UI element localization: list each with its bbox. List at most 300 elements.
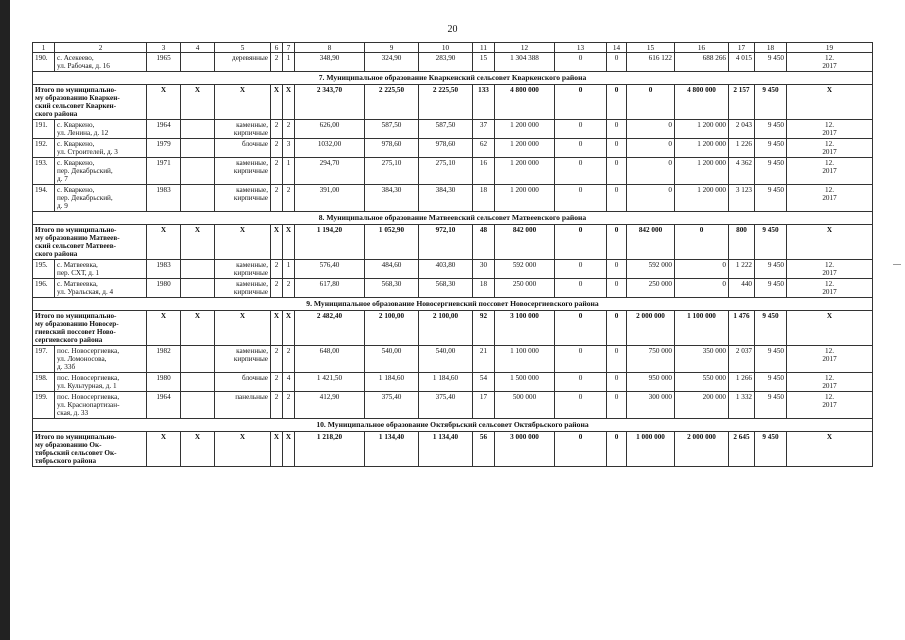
- table-cell: 0: [555, 392, 607, 419]
- table-cell: 0: [555, 120, 607, 139]
- page-number: 20: [447, 24, 458, 35]
- column-number: 3: [147, 43, 181, 53]
- table-cell: [181, 346, 215, 373]
- table-cell: 688 266: [675, 53, 729, 72]
- table-cell: 1982: [147, 346, 181, 373]
- table-cell: 592 000: [627, 260, 675, 279]
- subtotal-cell: 2 482,40: [295, 311, 365, 346]
- subtotal-cell: 0: [555, 432, 607, 467]
- table-cell: 0: [607, 185, 627, 212]
- table-cell: 0: [607, 346, 627, 373]
- subtotal-row: [33, 432, 873, 467]
- table-cell: 978,60: [419, 139, 473, 158]
- table-cell: 2: [271, 185, 283, 212]
- column-number: 7: [283, 43, 295, 53]
- table-cell: 190.: [33, 53, 55, 72]
- table-cell: 9 450: [755, 139, 787, 158]
- subtotal-cell: 972,10: [419, 225, 473, 260]
- subtotal-cell: X: [283, 225, 295, 260]
- table-cell: [181, 392, 215, 419]
- subtotal-cell: X: [147, 225, 181, 260]
- table-row: [33, 373, 873, 392]
- address-cell: пос. Новосергиевка, ул. Краснопартизан- ская, д. 33: [55, 392, 147, 419]
- table-cell: 198.: [33, 373, 55, 392]
- table-cell: 1 332: [729, 392, 755, 419]
- subtotal-cell: X: [271, 432, 283, 467]
- table-cell: 1 200 000: [495, 120, 555, 139]
- table-cell: каменные, кирпичные: [215, 346, 271, 373]
- section-header-row: [33, 72, 873, 85]
- table-row: [33, 185, 873, 212]
- table-cell: 1964: [147, 120, 181, 139]
- table-cell: каменные, кирпичные: [215, 120, 271, 139]
- table-cell: 1 226: [729, 139, 755, 158]
- table-cell: 0: [555, 53, 607, 72]
- table-cell: 196.: [33, 279, 55, 298]
- table-cell: каменные, кирпичные: [215, 158, 271, 185]
- table-cell: 950 000: [627, 373, 675, 392]
- table-cell: 0: [555, 139, 607, 158]
- table-cell: деревянные: [215, 53, 271, 72]
- table-cell: 1 200 000: [495, 185, 555, 212]
- table-cell: [181, 373, 215, 392]
- table-cell: 978,60: [365, 139, 419, 158]
- subtotal-cell: 2 000 000: [627, 311, 675, 346]
- table-cell: 2: [271, 346, 283, 373]
- table-cell: блочные: [215, 373, 271, 392]
- address-cell: с. Кваркено, ул. Ленина, д. 12: [55, 120, 147, 139]
- table-cell: 1032,00: [295, 139, 365, 158]
- table-cell: 2: [271, 139, 283, 158]
- table-cell: 12. 2017: [787, 158, 873, 185]
- table-cell: 1983: [147, 185, 181, 212]
- table-cell: 62: [473, 139, 495, 158]
- table-cell: 199.: [33, 392, 55, 419]
- table-cell: 1: [283, 158, 295, 185]
- subtotal-cell: 133: [473, 85, 495, 120]
- table-cell: 2: [271, 260, 283, 279]
- table-cell: 21: [473, 346, 495, 373]
- table-cell: 2: [283, 392, 295, 419]
- column-number: 6: [271, 43, 283, 53]
- table-cell: 12. 2017: [787, 279, 873, 298]
- table-cell: панельные: [215, 392, 271, 419]
- table-cell: 12. 2017: [787, 139, 873, 158]
- table-cell: 250 000: [627, 279, 675, 298]
- table-cell: 9 450: [755, 53, 787, 72]
- table-cell: 16: [473, 158, 495, 185]
- table-cell: 391,00: [295, 185, 365, 212]
- table-cell: 0: [607, 392, 627, 419]
- table-cell: 0: [555, 158, 607, 185]
- subtotal-cell: 9 450: [755, 432, 787, 467]
- table-cell: 300 000: [627, 392, 675, 419]
- table-cell: 568,30: [365, 279, 419, 298]
- table-cell: 2: [283, 279, 295, 298]
- table-row: [33, 139, 873, 158]
- section-title: 8. Муниципальное образование Матвеевский сельсовет Матвеевского района: [33, 212, 873, 225]
- table-cell: 1 500 000: [495, 373, 555, 392]
- table-cell: 12. 2017: [787, 260, 873, 279]
- table-cell: 0: [607, 139, 627, 158]
- table-cell: 12. 2017: [787, 373, 873, 392]
- table-cell: 540,00: [419, 346, 473, 373]
- subtotal-cell: 3 100 000: [495, 311, 555, 346]
- subtotal-cell: 48: [473, 225, 495, 260]
- subtotal-cell: X: [271, 85, 283, 120]
- subtotal-row: [33, 311, 873, 346]
- table-cell: 2: [271, 392, 283, 419]
- table-cell: каменные, кирпичные: [215, 185, 271, 212]
- subtotal-cell: 0: [555, 85, 607, 120]
- table-cell: 375,40: [419, 392, 473, 419]
- subtotal-cell: 1 476: [729, 311, 755, 346]
- table-cell: 283,90: [419, 53, 473, 72]
- subtotal-cell: 9 450: [755, 85, 787, 120]
- table-row: [33, 120, 873, 139]
- column-number: 16: [675, 43, 729, 53]
- subtotal-cell: 4 800 000: [675, 85, 729, 120]
- table-cell: 1980: [147, 373, 181, 392]
- subtotal-label: Итого по муниципально- му образованию Новосер- гиевский поссовет Ново- сергиевского района: [33, 311, 147, 346]
- subtotal-cell: 9 450: [755, 311, 787, 346]
- subtotal-cell: X: [215, 311, 271, 346]
- table-cell: 1 266: [729, 373, 755, 392]
- table-row: [33, 346, 873, 373]
- subtotal-cell: 1 100 000: [675, 311, 729, 346]
- table-row: [33, 260, 873, 279]
- subtotal-cell: 1 052,90: [365, 225, 419, 260]
- address-cell: пос. Новосергиевка, ул. Культурная, д. 1: [55, 373, 147, 392]
- table-cell: 2: [271, 120, 283, 139]
- table-row: [33, 53, 873, 72]
- table-cell: 1 200 000: [675, 139, 729, 158]
- table-cell: 18: [473, 185, 495, 212]
- table-cell: 2: [271, 279, 283, 298]
- table-cell: 0: [627, 139, 675, 158]
- table-cell: 616 122: [627, 53, 675, 72]
- subtotal-cell: X: [215, 225, 271, 260]
- address-cell: с. Асекеево, ул. Рабочая, д. 16: [55, 53, 147, 72]
- table-cell: 9 450: [755, 279, 787, 298]
- table-cell: 191.: [33, 120, 55, 139]
- subtotal-cell: 2 157: [729, 85, 755, 120]
- column-number-header: [33, 43, 873, 53]
- column-number: 8: [295, 43, 365, 53]
- table-cell: 12. 2017: [787, 346, 873, 373]
- table-cell: каменные, кирпичные: [215, 260, 271, 279]
- table-cell: 4: [283, 373, 295, 392]
- table-cell: 550 000: [675, 373, 729, 392]
- table-cell: [181, 185, 215, 212]
- subtotal-cell: 1 134,40: [419, 432, 473, 467]
- table-cell: 324,90: [365, 53, 419, 72]
- subtotal-row: [33, 85, 873, 120]
- table-cell: 3: [283, 139, 295, 158]
- table-cell: 1 421,50: [295, 373, 365, 392]
- table-cell: 9 450: [755, 260, 787, 279]
- subtotal-cell: 2 100,00: [419, 311, 473, 346]
- table-cell: 200 000: [675, 392, 729, 419]
- table-cell: [181, 120, 215, 139]
- table-cell: 0: [555, 279, 607, 298]
- table-cell: 4 362: [729, 158, 755, 185]
- table-cell: 1 200 000: [675, 158, 729, 185]
- table-cell: 9 450: [755, 346, 787, 373]
- column-number: 4: [181, 43, 215, 53]
- subtotal-cell: 92: [473, 311, 495, 346]
- table-cell: 12. 2017: [787, 120, 873, 139]
- subtotal-cell: 4 800 000: [495, 85, 555, 120]
- table-cell: 0: [607, 373, 627, 392]
- table-row: [33, 392, 873, 419]
- table-cell: 0: [675, 260, 729, 279]
- section-header-row: [33, 298, 873, 311]
- column-number: 18: [755, 43, 787, 53]
- table-cell: 1 304 388: [495, 53, 555, 72]
- table-cell: 0: [607, 158, 627, 185]
- section-title: 9. Муниципальное образование Новосергиевский поссовет Новосергиевского района: [33, 298, 873, 311]
- table-cell: 1 200 000: [675, 120, 729, 139]
- table-cell: 0: [555, 185, 607, 212]
- table-cell: 1 100 000: [495, 346, 555, 373]
- address-cell: с. Кваркено, ул. Строителей, д. 3: [55, 139, 147, 158]
- subtotal-cell: 842 000: [627, 225, 675, 260]
- column-number: 19: [787, 43, 873, 53]
- column-number: 5: [215, 43, 271, 53]
- address-cell: с. Матвеевка, ул. Уральская, д. 4: [55, 279, 147, 298]
- column-number: 10: [419, 43, 473, 53]
- table-cell: 1: [283, 260, 295, 279]
- table-row: [33, 158, 873, 185]
- table-cell: 12. 2017: [787, 185, 873, 212]
- table-cell: 0: [607, 279, 627, 298]
- table-cell: 1964: [147, 392, 181, 419]
- subtotal-cell: 56: [473, 432, 495, 467]
- section-title: 7. Муниципальное образование Кваркенский сельсовет Кваркенского района: [33, 72, 873, 85]
- subtotal-cell: 2 343,70: [295, 85, 365, 120]
- subtotal-cell: 0: [607, 432, 627, 467]
- table-cell: 2: [283, 346, 295, 373]
- table-cell: 0: [555, 346, 607, 373]
- subtotal-cell: 9 450: [755, 225, 787, 260]
- housing-register-table: [32, 42, 873, 467]
- table-cell: 587,50: [419, 120, 473, 139]
- subtotal-cell: X: [787, 225, 873, 260]
- subtotal-cell: X: [787, 85, 873, 120]
- table-cell: 12. 2017: [787, 53, 873, 72]
- table-cell: 192.: [33, 139, 55, 158]
- table-cell: 568,30: [419, 279, 473, 298]
- subtotal-cell: 1 134,40: [365, 432, 419, 467]
- subtotal-cell: 842 000: [495, 225, 555, 260]
- table-cell: 587,50: [365, 120, 419, 139]
- column-number: 15: [627, 43, 675, 53]
- table-cell: 0: [627, 158, 675, 185]
- column-number: 2: [55, 43, 147, 53]
- table-cell: 275,10: [419, 158, 473, 185]
- subtotal-cell: X: [271, 225, 283, 260]
- subtotal-label: Итого по муниципально- му образованию Ок- тябрьский сельсовет Ок- тябрьского района: [33, 432, 147, 467]
- subtotal-cell: X: [147, 311, 181, 346]
- table-cell: 626,00: [295, 120, 365, 139]
- table-cell: 1980: [147, 279, 181, 298]
- table-cell: 0: [675, 279, 729, 298]
- table-cell: 412,90: [295, 392, 365, 419]
- subtotal-cell: X: [271, 311, 283, 346]
- table-cell: 1 184,60: [365, 373, 419, 392]
- subtotal-cell: 0: [555, 311, 607, 346]
- subtotal-label: Итого по муниципально- му образованию Матвеев- ский сельсовет Матвеев- ского района: [33, 225, 147, 260]
- table-cell: 9 450: [755, 392, 787, 419]
- table-cell: 540,00: [365, 346, 419, 373]
- table-cell: 54: [473, 373, 495, 392]
- table-cell: 2: [283, 120, 295, 139]
- subtotal-cell: 0: [607, 225, 627, 260]
- subtotal-cell: X: [215, 432, 271, 467]
- table-cell: 9 450: [755, 158, 787, 185]
- table-cell: 384,30: [365, 185, 419, 212]
- subtotal-cell: X: [147, 432, 181, 467]
- table-cell: 194.: [33, 185, 55, 212]
- table-cell: 440: [729, 279, 755, 298]
- subtotal-cell: X: [787, 311, 873, 346]
- table-cell: блочные: [215, 139, 271, 158]
- table-cell: каменные, кирпичные: [215, 279, 271, 298]
- table-cell: 193.: [33, 158, 55, 185]
- table-cell: 9 450: [755, 185, 787, 212]
- table-cell: 17: [473, 392, 495, 419]
- table-cell: 0: [555, 260, 607, 279]
- table-cell: 592 000: [495, 260, 555, 279]
- table-cell: 403,80: [419, 260, 473, 279]
- table-cell: 2: [271, 53, 283, 72]
- address-cell: пос. Новосергиевка, ул. Ломоносова, д. 33б: [55, 346, 147, 373]
- table-cell: 2 043: [729, 120, 755, 139]
- table-cell: 384,30: [419, 185, 473, 212]
- table-cell: 1 200 000: [495, 139, 555, 158]
- address-cell: с. Матвеевка, пер. СХТ, д. 1: [55, 260, 147, 279]
- table-cell: 275,10: [365, 158, 419, 185]
- table-cell: [181, 139, 215, 158]
- table-cell: 1983: [147, 260, 181, 279]
- section-title: 10. Муниципальное образование Октябрьский сельсовет Октябрьского района: [33, 419, 873, 432]
- address-cell: с. Кваркено, пер. Декабрьский, д. 7: [55, 158, 147, 185]
- table-cell: 1 200 000: [675, 185, 729, 212]
- section-header-row: [33, 212, 873, 225]
- binder-edge: [0, 0, 10, 640]
- subtotal-cell: 2 000 000: [675, 432, 729, 467]
- subtotal-cell: X: [215, 85, 271, 120]
- subtotal-cell: 2 225,50: [365, 85, 419, 120]
- table-cell: 9 450: [755, 120, 787, 139]
- subtotal-cell: 0: [607, 311, 627, 346]
- column-number: 12: [495, 43, 555, 53]
- table-cell: 500 000: [495, 392, 555, 419]
- table-cell: 2 037: [729, 346, 755, 373]
- subtotal-cell: 0: [675, 225, 729, 260]
- subtotal-cell: X: [181, 311, 215, 346]
- margin-mark: [893, 264, 901, 265]
- table-cell: 250 000: [495, 279, 555, 298]
- table-cell: 1979: [147, 139, 181, 158]
- table-cell: 18: [473, 279, 495, 298]
- table-cell: [181, 158, 215, 185]
- subtotal-cell: X: [181, 225, 215, 260]
- table-cell: 1971: [147, 158, 181, 185]
- table-cell: 0: [627, 185, 675, 212]
- section-header-row: [33, 419, 873, 432]
- column-number: 13: [555, 43, 607, 53]
- table-cell: 15: [473, 53, 495, 72]
- table-cell: 350 000: [675, 346, 729, 373]
- subtotal-row: [33, 225, 873, 260]
- table-cell: [181, 260, 215, 279]
- subtotal-cell: 800: [729, 225, 755, 260]
- subtotal-cell: 3 000 000: [495, 432, 555, 467]
- subtotal-cell: 1 194,20: [295, 225, 365, 260]
- table-cell: 484,60: [365, 260, 419, 279]
- table-cell: 37: [473, 120, 495, 139]
- table-row: [33, 279, 873, 298]
- table-cell: 1965: [147, 53, 181, 72]
- column-number: 9: [365, 43, 419, 53]
- table-cell: 0: [555, 373, 607, 392]
- subtotal-cell: 2 100,00: [365, 311, 419, 346]
- subtotal-cell: X: [283, 85, 295, 120]
- address-cell: с. Кваркено, пер. Декабрьский, д. 9: [55, 185, 147, 212]
- column-number: 11: [473, 43, 495, 53]
- subtotal-cell: 0: [607, 85, 627, 120]
- subtotal-cell: X: [787, 432, 873, 467]
- subtotal-cell: 0: [555, 225, 607, 260]
- table-cell: 375,40: [365, 392, 419, 419]
- table-cell: 195.: [33, 260, 55, 279]
- subtotal-cell: X: [181, 432, 215, 467]
- table-cell: 617,80: [295, 279, 365, 298]
- table-cell: 1: [283, 53, 295, 72]
- table-cell: 12. 2017: [787, 392, 873, 419]
- table-cell: 0: [607, 120, 627, 139]
- table-cell: 648,00: [295, 346, 365, 373]
- table-cell: 1 184,60: [419, 373, 473, 392]
- table-cell: 348,90: [295, 53, 365, 72]
- subtotal-cell: 0: [627, 85, 675, 120]
- table-cell: 30: [473, 260, 495, 279]
- table-cell: 2: [271, 158, 283, 185]
- table-cell: [181, 53, 215, 72]
- table-body: [33, 43, 873, 467]
- subtotal-cell: 1 218,20: [295, 432, 365, 467]
- table-cell: 3 123: [729, 185, 755, 212]
- table-cell: 0: [607, 260, 627, 279]
- table-cell: 1 222: [729, 260, 755, 279]
- table-cell: 2: [283, 185, 295, 212]
- table-cell: 576,40: [295, 260, 365, 279]
- subtotal-label: Итого по муниципально- му образованию Кваркен- ский сельсовет Кваркен- ского района: [33, 85, 147, 120]
- table-cell: 9 450: [755, 373, 787, 392]
- table-cell: 294,70: [295, 158, 365, 185]
- subtotal-cell: X: [283, 311, 295, 346]
- column-number: 1: [33, 43, 55, 53]
- column-number: 14: [607, 43, 627, 53]
- table-cell: 750 000: [627, 346, 675, 373]
- table-cell: 1 200 000: [495, 158, 555, 185]
- table-cell: 4 015: [729, 53, 755, 72]
- table-cell: 197.: [33, 346, 55, 373]
- subtotal-cell: X: [283, 432, 295, 467]
- table-cell: [181, 279, 215, 298]
